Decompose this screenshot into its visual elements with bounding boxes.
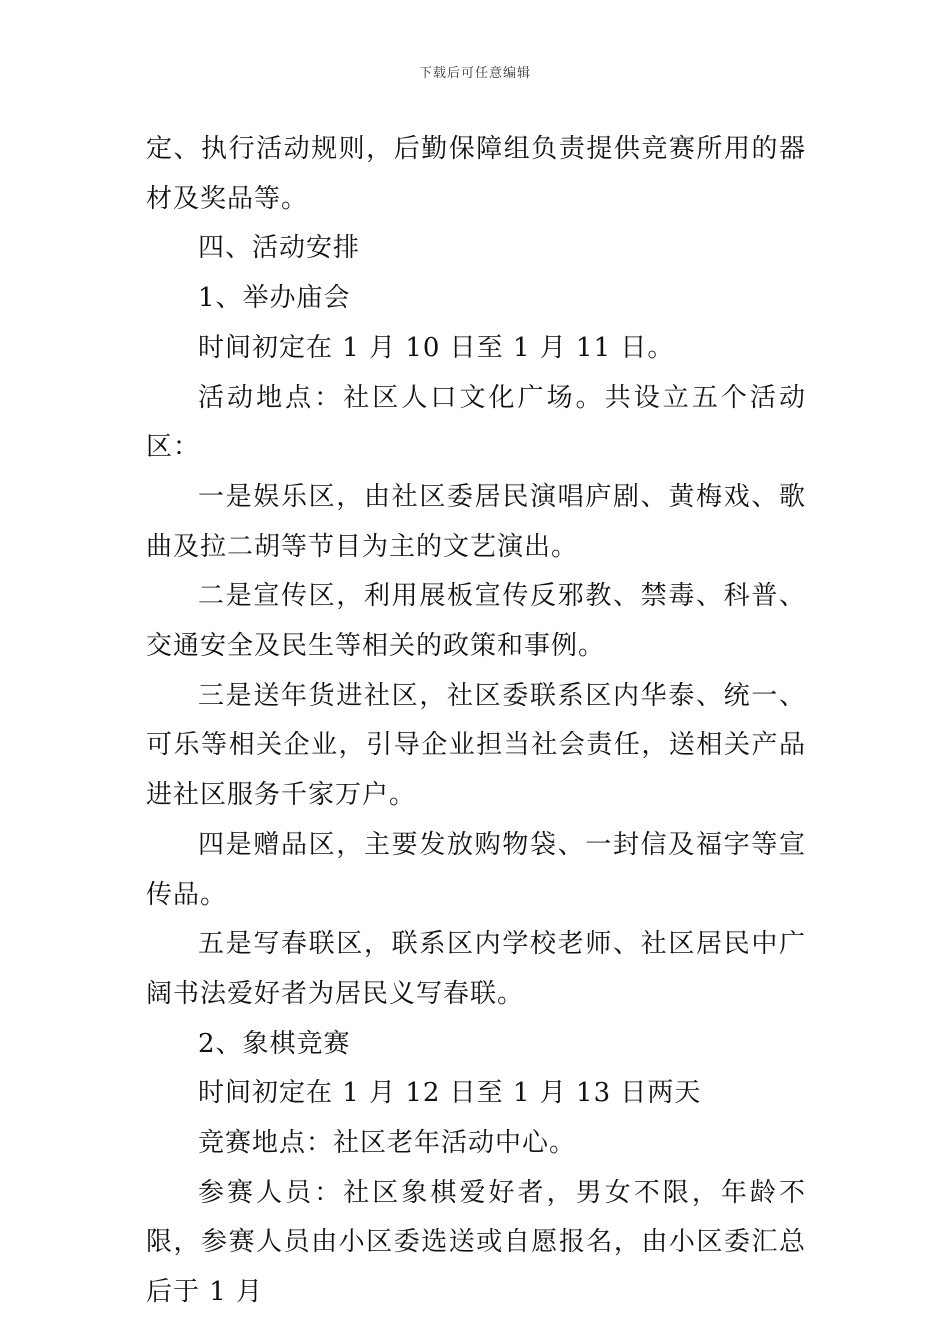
paragraph-chess-time: 时间初定在 1 月 12 日至 1 月 13 日两天 <box>198 1078 702 1109</box>
paragraph-chess-participants: 参赛人员：社区象棋爱好者，男女不限，年龄不限，参赛人员由小区委选送或自愿报名，由小区委汇总后于 1 月 <box>146 1177 806 1308</box>
paragraph-new-year-goods: 三是送年货进社区，社区委联系区内华泰、统一、可乐等相关企业，引导企业担当社会责任，送相关产品进社区服务千家万户。 <box>146 680 806 811</box>
subheading-chess-competition: 2、象棋竞赛 <box>198 1028 351 1059</box>
paragraph-chess-location: 竞赛地点：社区老年活动中心。 <box>198 1128 577 1159</box>
page-header: 下载后可任意编辑 <box>418 66 531 81</box>
paragraph-continuation: 定、执行活动规则，后勤保障组负责提供竞赛所用的器材及奖品等。 <box>146 134 806 214</box>
paragraph-entertainment-zone: 一是娱乐区，由社区委居民演唱庐剧、黄梅戏、歌曲及拉二胡等节目为主的文艺演出。 <box>146 481 806 562</box>
paragraph-publicity-zone: 二是宣传区，利用展板宣传反邪教、禁毒、科普、交通安全及民生等相关的政策和事例。 <box>146 581 806 662</box>
section-heading-activity-schedule: 四、活动安排 <box>198 233 361 264</box>
document-body <box>146 125 806 1318</box>
paragraph-couplet-zone: 五是写春联区，联系区内学校老师、社区居民中广阔书法爱好者为居民义写春联。 <box>146 929 806 1009</box>
paragraph-fair-location: 活动地点：社区人口文化广场。共设立五个活动区： <box>146 382 806 463</box>
subheading-temple-fair: 1、举办庙会 <box>198 283 351 314</box>
paragraph-fair-time: 时间初定在 1 月 10 日至 1 月 11 日。 <box>198 332 675 363</box>
paragraph-gift-zone: 四是赠品区，主要发放购物袋、一封信及福字等宣传品。 <box>146 829 806 910</box>
